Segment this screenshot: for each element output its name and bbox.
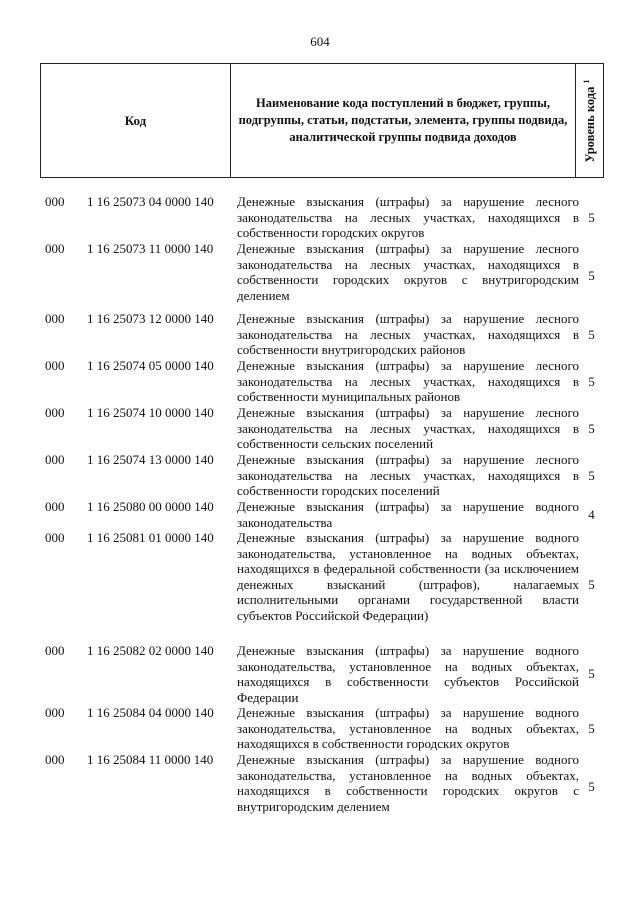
table-row — [40, 358, 604, 405]
revenue-name: Денежные взыскания (штрафы) за нарушение лесного законодательства на лесных участках, находящихся в собственности сельских поселений — [237, 405, 579, 451]
table-row — [40, 530, 604, 640]
header-level-label: Уровень кода — [582, 86, 597, 162]
table-row — [40, 499, 604, 530]
table-header — [40, 63, 604, 178]
revenue-name: Денежные взыскания (штрафы) за нарушение лесного законодательства на лесных участках, находящихся в собственности городских поселений — [237, 452, 579, 498]
admin-code: 000 — [45, 358, 65, 373]
revenue-name: Денежные взыскания (штрафы) за нарушение водного законодательства, установленное на водных объектах, находящихся в собственности субъектов Российской Федерации — [237, 643, 579, 705]
table-row — [40, 311, 604, 358]
revenue-name: Денежные взыскания (штрафы) за нарушение лесного законодательства на лесных участках, находящихся в собственности внутригородских районов — [237, 311, 579, 357]
code-level: 5 — [588, 326, 595, 342]
revenue-name: Денежные взыскания (штрафы) за нарушение лесного законодательства на лесных участках, находящихся в собственности городских округов — [237, 194, 579, 240]
table-row — [40, 241, 604, 311]
code-level: 5 — [588, 666, 595, 681]
code-level: 5 — [588, 720, 595, 736]
table-row — [40, 405, 604, 452]
admin-code: 000 — [45, 643, 65, 658]
table-row — [40, 705, 604, 752]
table-row — [40, 643, 604, 705]
table-row — [40, 194, 604, 241]
revenue-code: 1 16 25082 02 0000 140 — [87, 643, 214, 658]
page-number: 604 — [310, 34, 330, 49]
revenue-name: Денежные взыскания (штрафы) за нарушение водного законодательства, установленное на водных объектах, находящихся в федеральной собственности (за исключением денежных взысканий (штрафов), налагаемых исполнительными органами государственной власти субъектов Российской Федерации) — [237, 530, 579, 623]
header-level — [576, 64, 603, 177]
revenue-code: 1 16 25073 12 0000 140 — [87, 311, 214, 326]
revenue-code: 1 16 25084 04 0000 140 — [87, 705, 214, 720]
code-level: 4 — [588, 506, 595, 522]
revenue-code: 1 16 25084 11 0000 140 — [87, 752, 214, 767]
revenue-code: 1 16 25073 11 0000 140 — [87, 241, 214, 256]
table-body — [40, 194, 604, 822]
code-level: 5 — [588, 577, 595, 592]
code-level: 5 — [588, 779, 595, 794]
admin-code: 000 — [45, 194, 65, 209]
code-level: 5 — [588, 209, 595, 225]
revenue-code: 1 16 25080 00 0000 140 — [87, 499, 214, 514]
revenue-name: Денежные взыскания (штрафы) за нарушение водного законодательства — [237, 499, 579, 530]
revenue-name: Денежные взыскания (штрафы) за нарушение лесного законодательства на лесных участках, находящихся в собственности городских округов с внутригородским делением — [237, 241, 579, 303]
admin-code: 000 — [45, 705, 65, 720]
code-level: 5 — [588, 420, 595, 436]
code-level: 5 — [588, 373, 595, 389]
revenue-code: 1 16 25073 04 0000 140 — [87, 194, 214, 209]
admin-code: 000 — [45, 530, 65, 545]
revenue-name: Денежные взыскания (штрафы) за нарушение водного законодательства, установленное на водных объектах, находящихся в собственности городских округов с внутригородским делением — [237, 752, 579, 814]
revenue-code: 1 16 25074 10 0000 140 — [87, 405, 214, 420]
admin-code: 000 — [45, 752, 65, 767]
admin-code: 000 — [45, 452, 65, 467]
code-level: 5 — [588, 467, 595, 483]
revenue-code: 1 16 25074 05 0000 140 — [87, 358, 214, 373]
revenue-code: 1 16 25074 13 0000 140 — [87, 452, 214, 467]
code-level: 5 — [588, 268, 595, 283]
table-row — [40, 752, 604, 822]
header-code: Код — [41, 64, 231, 177]
header-level-text — [581, 79, 597, 162]
admin-code: 000 — [45, 241, 65, 256]
admin-code: 000 — [45, 499, 65, 514]
table-row — [40, 452, 604, 499]
header-level-footnote: 1 — [581, 79, 591, 84]
revenue-code: 1 16 25081 01 0000 140 — [87, 530, 214, 545]
admin-code: 000 — [45, 405, 65, 420]
header-name: Наименование кода поступлений в бюджет, группы, подгруппы, статьи, подстатьи, элемента, группы подвида, аналитической группы подвида доходов — [231, 64, 576, 177]
admin-code: 000 — [45, 311, 65, 326]
revenue-name: Денежные взыскания (штрафы) за нарушение лесного законодательства на лесных участках, находящихся в собственности муниципальных районов — [237, 358, 579, 404]
revenue-name: Денежные взыскания (штрафы) за нарушение водного законодательства, установленное на водных объектах, находящихся в собственности городских округов — [237, 705, 579, 751]
